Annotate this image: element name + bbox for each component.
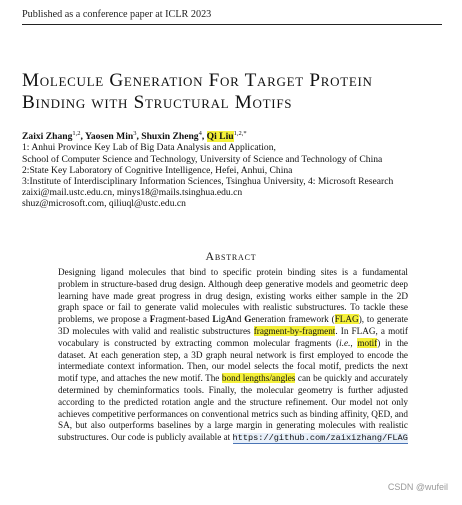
abstract-text: can be quickly and accurately determined by cheminformatics tools. Finally, the molecular geometry is further adjusted according to the predicted rotation angle and the structure refinement. Our model not only achieves competitive performances on conventional metrics such as binding affinity, QED, and SA, but also outperforms baselines by a large margin in generating molecules with realistic substructures. Our code is publicly available at <box>58 373 408 443</box>
author-block <box>22 128 452 210</box>
author-affiliation-mark: 1,2 <box>72 130 81 137</box>
highlighted-text: bond lengths/angles <box>221 373 296 384</box>
abstract-heading: Abstract <box>205 249 257 263</box>
abstract-text: i.e. <box>339 337 351 348</box>
affiliation-line: School of Computer Science and Technology, University of Science and Technology of China <box>22 153 383 165</box>
header-rule <box>22 24 442 25</box>
abstract-text: ig <box>218 314 226 325</box>
author-affiliation-mark: 4 <box>198 130 202 137</box>
author-name: Qi Liu <box>206 131 234 143</box>
code-link[interactable]: https://github.com/zaixizhang/FLAG <box>232 433 408 444</box>
abstract-text: . In FLAG, a motif vocabulary is constructed by extracting common molecular fragments ( <box>58 325 408 348</box>
abstract-text: ) in the dataset. At each generation step, a 3D graph neural network is first employed to encode the intermediate context information. Then, our model selects the focal motif, predicts the next motif type, and attaches the new motif. The <box>58 337 409 384</box>
author-list: Zaixi Zhang$^{1,2}$, Yaosen Min$^3$, Shuxin Zheng$^4$, Qi Liu$^{1,2,*}$ <box>22 130 247 143</box>
affiliation-line: 2:State Key Laboratory of Cognitive Intelligence, Hefei, Anhui, China <box>22 164 293 176</box>
conference-header: Published as a conference paper at ICLR 2023 <box>22 9 212 20</box>
affiliation-line: shuz@microsoft.com, qiliuql@ustc.edu.cn <box>22 198 186 210</box>
abstract-body <box>58 267 408 445</box>
author-affiliation-mark: 1,2,* <box>233 130 247 137</box>
affiliation-line: 1: Anhui Province Key Lab of Big Data Analysis and Application, <box>22 142 276 154</box>
abstract-text: eneration framework ( <box>251 314 335 325</box>
affiliation-line: 3:Institute of Interdisciplinary Information Sciences, Tsinghua University, 4: Microsoft Research <box>22 176 394 187</box>
affiliation-list <box>22 142 452 209</box>
watermark: CSDN @wufeil <box>387 482 448 492</box>
abstract-text: ), to generate 3D molecules with valid and realistic substructures <box>58 314 408 336</box>
author-affiliation-mark: 3 <box>133 130 137 137</box>
author-name: Zaixi Zhang <box>22 131 73 143</box>
abstract-text: L <box>212 314 219 325</box>
abstract-text: ragment-based <box>155 314 213 325</box>
highlighted-text: FLAG <box>334 314 359 325</box>
paper-title: Molecule Generation For Target Protein Binding with Structural Motifs <box>22 70 373 113</box>
author-name: Yaosen Min <box>84 131 134 143</box>
highlighted-text: motif <box>357 337 378 348</box>
abstract-text: A <box>225 314 233 325</box>
abstract-text: Designing ligand molecules that bind to specific protein binding sites is a fundamental problem in structure-based drug design. Although deep generative models and geometric deep learning have made great progress in drug design, existing works either sample in the 2D graph space or fail to generate valid molecules with realistic substructures. To tackle these problems, we propose a <box>58 267 408 325</box>
author-name: Shuxin Zheng <box>141 131 199 143</box>
highlighted-text: fragment-by-fragment <box>253 325 336 336</box>
affiliation-line: zaixi@mail.ustc.edu.cn, minys18@mails.tsinghua.edu.cn <box>22 187 243 199</box>
abstract-text: nd <box>232 314 245 325</box>
abstract-text: F <box>149 314 156 325</box>
abstract-text: G <box>244 314 252 325</box>
abstract-text: , <box>350 337 358 348</box>
